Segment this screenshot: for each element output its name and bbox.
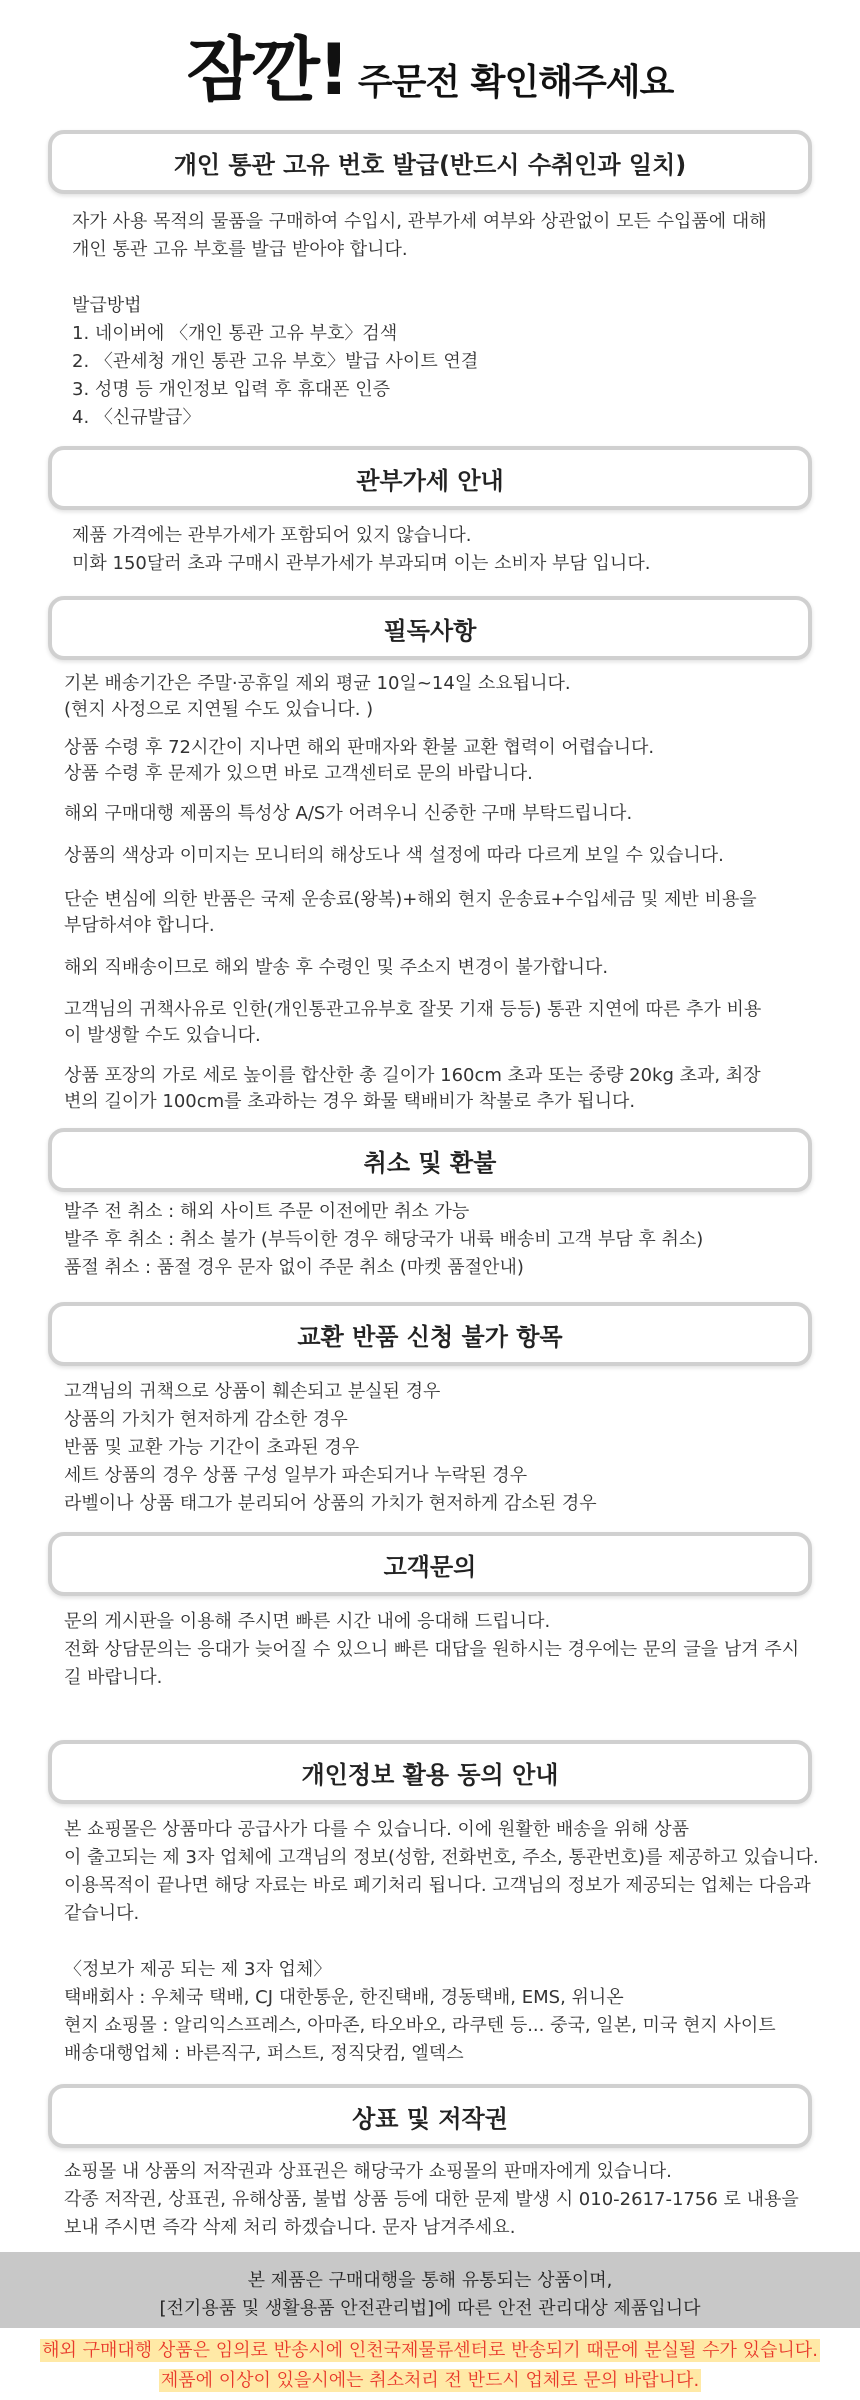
text-line: 전화 상담문의는 응대가 늦어질 수 있으니 빠른 대답을 원하시는 경우에는 문의 글을 남겨 주시: [64, 1639, 800, 1660]
text-line: 발주 후 취소 : 취소 불가 (부득이한 경우 해당국가 내륙 배송비 고객 부담 후 취소): [64, 1229, 704, 1250]
text-line: 상품 수령 후 72시간이 지나면 해외 판매자와 환불 교환 협력이 어렵습니다.: [64, 737, 655, 758]
text-line: 세트 상품의 경우 상품 구성 일부가 파손되거나 누락된 경우: [64, 1465, 528, 1486]
warning-text: 제품에 이상이 있을시에는 취소처리 전 반드시 업체로 문의 바랍니다.: [160, 2370, 700, 2391]
text-line: 상품의 색상과 이미지는 모니터의 해상도나 색 설정에 따라 다르게 보일 수 있습니다.: [64, 845, 724, 866]
safety-notice-line: 본 제품은 구매대행을 통해 유통되는 상품이며,: [247, 2270, 613, 2291]
text-line: (현지 사정으로 지연될 수도 있습니다. ): [64, 699, 374, 720]
text-line: 상품 수령 후 문제가 있으면 바로 고객센터로 문의 바랍니다.: [64, 763, 533, 784]
title-subtitle: 주문전 확인해주세요: [357, 62, 674, 103]
text-line: 고객님의 귀책사유로 인한(개인통관고유부호 잘못 기재 등등) 통관 지연에 따른 추가 비용: [64, 999, 762, 1020]
text-line: 발주 전 취소 : 해외 사이트 주문 이전에만 취소 가능: [64, 1201, 470, 1222]
text-line: 각종 저작권, 상표권, 유해상품, 불법 상품 등에 대한 문제 발생 시 010-2617-1756 로 내용을: [64, 2189, 799, 2210]
text-line: 라벨이나 상품 태그가 분리되어 상품의 가치가 현저하게 감소된 경우: [64, 1493, 597, 1514]
section-heading-trademark: 상표 및 저작권: [48, 2084, 812, 2148]
text-line: 같습니다.: [64, 1903, 140, 1924]
warning-text: 해외 구매대행 상품은 임의로 반송시에 인천국제물류센터로 반송되기 때문에 분실될 수가 있습니다.: [42, 2340, 818, 2361]
text-line: 기본 배송기간은 주말·공휴일 제외 평균 10일~14일 소요됩니다.: [64, 673, 571, 694]
title-emphasis: 잠깐!: [186, 29, 348, 111]
warning-line: [0, 2366, 860, 2392]
text-line: 발급방법: [72, 295, 142, 316]
text-line: 2. 〈관세청 개인 통관 고유 부호〉발급 사이트 연결: [72, 351, 479, 372]
text-line: 제품 가격에는 관부가세가 포함되어 있지 않습니다.: [72, 525, 472, 546]
text-line: 현지 쇼핑몰 : 알리익스프레스, 아마존, 타오바오, 라쿠텐 등... 중국, 일본, 미국 현지 사이트: [64, 2015, 776, 2036]
text-line: 품절 취소 : 품절 경우 문자 없이 주문 취소 (마켓 품절안내): [64, 1257, 524, 1278]
text-line: 3. 성명 등 개인정보 입력 후 휴대폰 인증: [72, 379, 391, 400]
text-line: 부담하셔야 합니다.: [64, 915, 215, 936]
text-line: 미화 150달러 초과 구매시 관부가세가 부과되며 이는 소비자 부담 입니다.: [72, 553, 651, 574]
text-line: 〈정보가 제공 되는 제 3자 업체〉: [64, 1959, 332, 1980]
section-heading-cancel-refund: 취소 및 환불: [48, 1128, 812, 1192]
text-line: 쇼핑몰 내 상품의 저작권과 상표권은 해당국가 쇼핑몰의 판매자에게 있습니다.: [64, 2161, 672, 2182]
section-heading-customs-code: 개인 통관 고유 번호 발급(반드시 수취인과 일치): [48, 130, 812, 194]
text-line: 보내 주시면 즉각 삭제 처리 하겠습니다. 문자 남겨주세요.: [64, 2217, 516, 2238]
safety-notice-line: [전기용품 및 생활용품 안전관리법]에 따른 안전 관리대상 제품입니다: [159, 2298, 701, 2319]
return-warning: [0, 2328, 860, 2400]
text-line: 1. 네이버에 〈개인 통관 고유 부호〉검색: [72, 323, 398, 344]
section-heading-customs-duty: 관부가세 안내: [48, 446, 812, 510]
text-line: 이용목적이 끝나면 해당 자료는 바로 폐기처리 됩니다. 고객님의 정보가 제공되는 업체는 다음과: [64, 1875, 811, 1896]
text-line: 고객님의 귀책으로 상품이 훼손되고 분실된 경우: [64, 1381, 441, 1402]
text-line: 해외 구매대행 제품의 특성상 A/S가 어려우니 신중한 구매 부탁드립니다.: [64, 803, 633, 824]
text-line: 상품 포장의 가로 세로 높이를 합산한 총 길이가 160cm 초과 또는 중량 20kg 초과, 최장: [64, 1065, 761, 1086]
text-line: 본 쇼핑몰은 상품마다 공급사가 다를 수 있습니다. 이에 원활한 배송을 위해 상품: [64, 1819, 690, 1840]
text-line: 4. 〈신규발급〉: [72, 407, 201, 428]
text-line: 해외 직배송이므로 해외 발송 후 수령인 및 주소지 변경이 불가합니다.: [64, 957, 609, 978]
text-line: 상품의 가치가 현저하게 감소한 경우: [64, 1409, 348, 1430]
page-title: [0, 14, 860, 115]
section-heading-no-return: 교환 반품 신청 불가 항목: [48, 1302, 812, 1366]
text-line: 배송대행업체 : 바른직구, 퍼스트, 정직닷컴, 엘덱스: [64, 2043, 464, 2064]
text-line: 반품 및 교환 가능 기간이 초과된 경우: [64, 1437, 360, 1458]
section-heading-privacy: 개인정보 활용 동의 안내: [48, 1740, 812, 1804]
text-line: 택배회사 : 우체국 택배, CJ 대한통운, 한진택배, 경동택배, EMS, 위니온: [64, 1987, 624, 2008]
text-line: 자가 사용 목적의 물품을 구매하여 수입시, 관부가세 여부와 상관없이 모든 수입품에 대해: [72, 211, 767, 232]
text-line: 이 발생할 수도 있습니다.: [64, 1025, 261, 1046]
text-line: 변의 길이가 100cm를 초과하는 경우 화물 택배비가 착불로 추가 됩니다.: [64, 1091, 636, 1112]
text-line: 이 출고되는 제 3자 업체에 고객님의 정보(성함, 전화번호, 주소, 통관번호)를 제공하고 있습니다.: [64, 1847, 819, 1868]
text-line: 문의 게시판을 이용해 주시면 빠른 시간 내에 응대해 드립니다.: [64, 1611, 551, 1632]
section-heading-customer-inquiry: 고객문의: [48, 1532, 812, 1596]
section-heading-must-read: 필독사항: [48, 596, 812, 660]
text-line: 개인 통관 고유 부호를 발급 받아야 합니다.: [72, 239, 408, 260]
warning-line: [0, 2336, 860, 2362]
text-line: 길 바랍니다.: [64, 1667, 163, 1688]
text-line: 단순 변심에 의한 반품은 국제 운송료(왕복)+해외 현지 운송료+수입세금 및 제반 비용을: [64, 889, 757, 910]
safety-notice-band: [0, 2252, 860, 2328]
